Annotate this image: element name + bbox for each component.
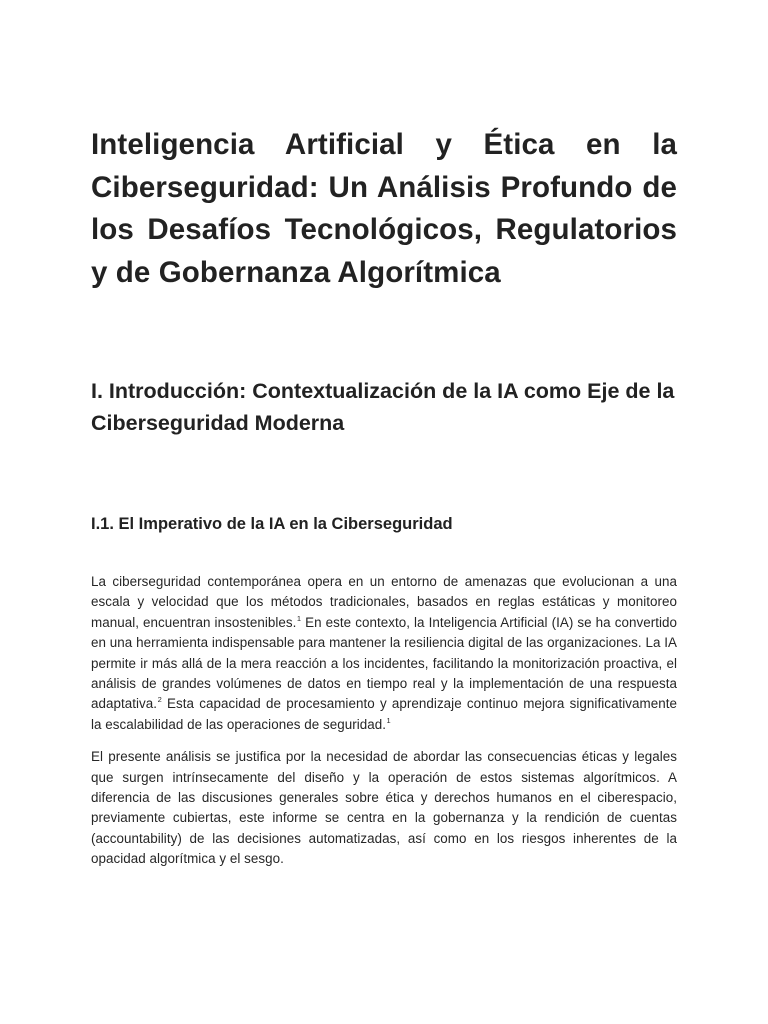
footnote-ref-2[interactable]: 2: [157, 695, 162, 705]
paragraph-1-text-part-1: La ciberseguridad contemporánea opera en un entorno de amenazas que evolucionan a una escala y velocidad que los métodos tradicionales, basados en reglas estáticas y monitoreo manual, encuentran insostenibles.: [91, 574, 677, 630]
footnote-ref-3[interactable]: 1: [386, 715, 391, 725]
body-paragraph-1: [91, 572, 677, 735]
document-title: Inteligencia Artificial y Ética en la Ciberseguridad: Un Análisis Profundo de los Desafíos Tecnológicos, Regulatorios y de Gobernanza Algorítmica: [91, 128, 677, 289]
body-paragraph-2: El presente análisis se justifica por la necesidad de abordar las consecuencias éticas y legales que surgen intrínsecamente del diseño y la operación de estos sistemas algorítmicos. A diferencia de las discusiones generales sobre ética y derechos humanos en el ciberespacio, previamente cubiertas, este informe se centra en la gobernanza y la rendición de cuentas (accountability) de las decisiones automatizadas, así como en los riesgos inherentes de la opacidad algorítmica y el sesgo.: [91, 749, 677, 867]
footnote-ref-1[interactable]: 1: [296, 613, 302, 623]
paragraph-1-text-part-3: Esta capacidad de procesamiento y aprendizaje continuo mejora significativamente la escalabilidad de las operaciones de seguridad.: [91, 696, 677, 732]
paragraph-1-text-part-2: En este contexto, la Inteligencia Artificial (IA) se ha convertido en una herramienta indispensable para mantener la resiliencia digital de las organizaciones. La IA permite ir más allá de la mera reacción a los incidentes, facilitando la monitorización proactiva, el análisis de grandes volúmenes de datos en tiempo real y la implementación de una respuesta adaptativa.: [91, 614, 677, 712]
subsection-heading: I.1. El Imperativo de la IA en la Ciberseguridad: [91, 515, 453, 533]
section-heading: I. Introducción: Contextualización de la IA como Eje de la Ciberseguridad Moderna: [91, 379, 675, 435]
